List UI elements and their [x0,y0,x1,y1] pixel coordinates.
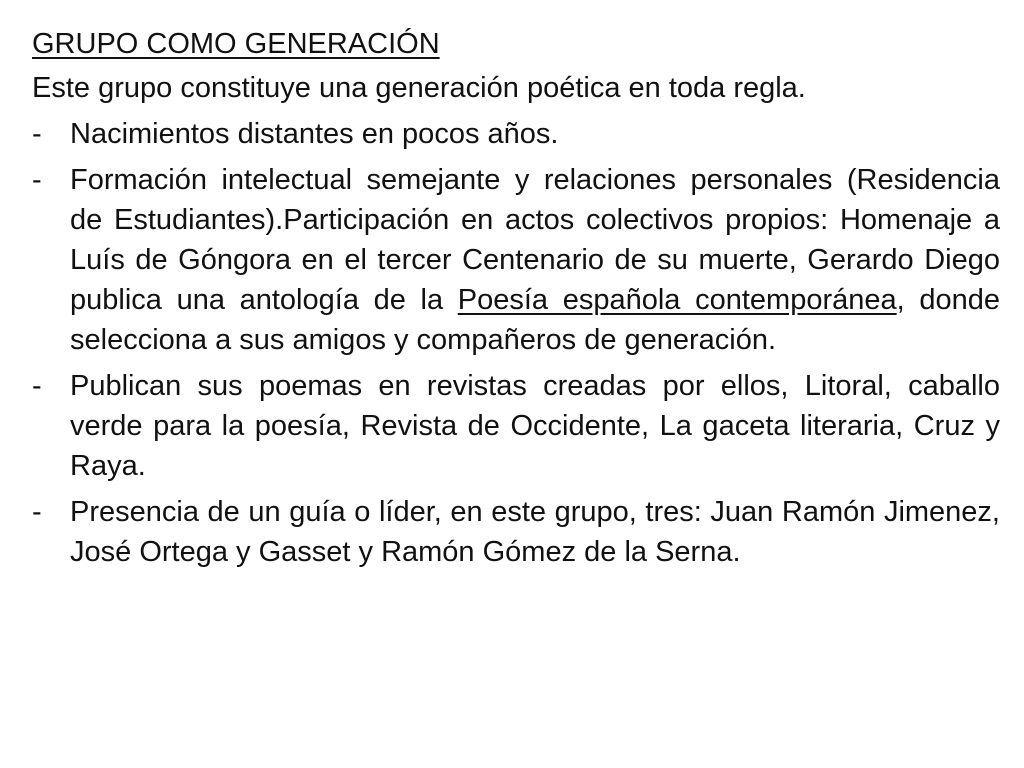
bullet-dash: - [32,118,42,150]
bullet-dash: - [32,496,42,528]
slide-content [32,24,1000,572]
intro-text: Este grupo constituye una generación poética en toda regla. [32,72,806,104]
bullet-dash: - [32,164,42,196]
bullet-text: Formación intelectual semejante y relaciones personales (Residencia de Estudiantes).Participación en actos colectivos propios: Homenaje a Luís de Góngora en el tercer Centenario de su muerte, Gerardo Diego publica una antología de la [70,164,1000,316]
bullet-text: Nacimientos distantes en pocos años. [70,118,559,150]
bullet-text: Publican sus poemas en revistas creadas por ellos, Litoral, caballo verde para la poesía, Revista de Occidente, La gaceta literaria, Cruz y Raya. [70,370,1000,482]
bullet-item [32,492,1000,572]
bullet-item [32,160,1000,360]
anthology-title: Poesía española contemporánea [457,284,897,316]
bullet-text: Presencia de un guía o líder, en este grupo, tres: Juan Ramón Jimenez, José Ortega y Gasset y Ramón Gómez de la Serna. [70,496,1000,568]
bullet-list [32,114,1000,572]
slide-title: GRUPO COMO GENERACIÓN [32,28,440,60]
bullet-item [32,114,1000,154]
bullet-text-continued: , donde selecciona a sus amigos y compañeros de generación. [70,284,1000,356]
bullet-item [32,366,1000,486]
bullet-dash: - [32,370,42,402]
